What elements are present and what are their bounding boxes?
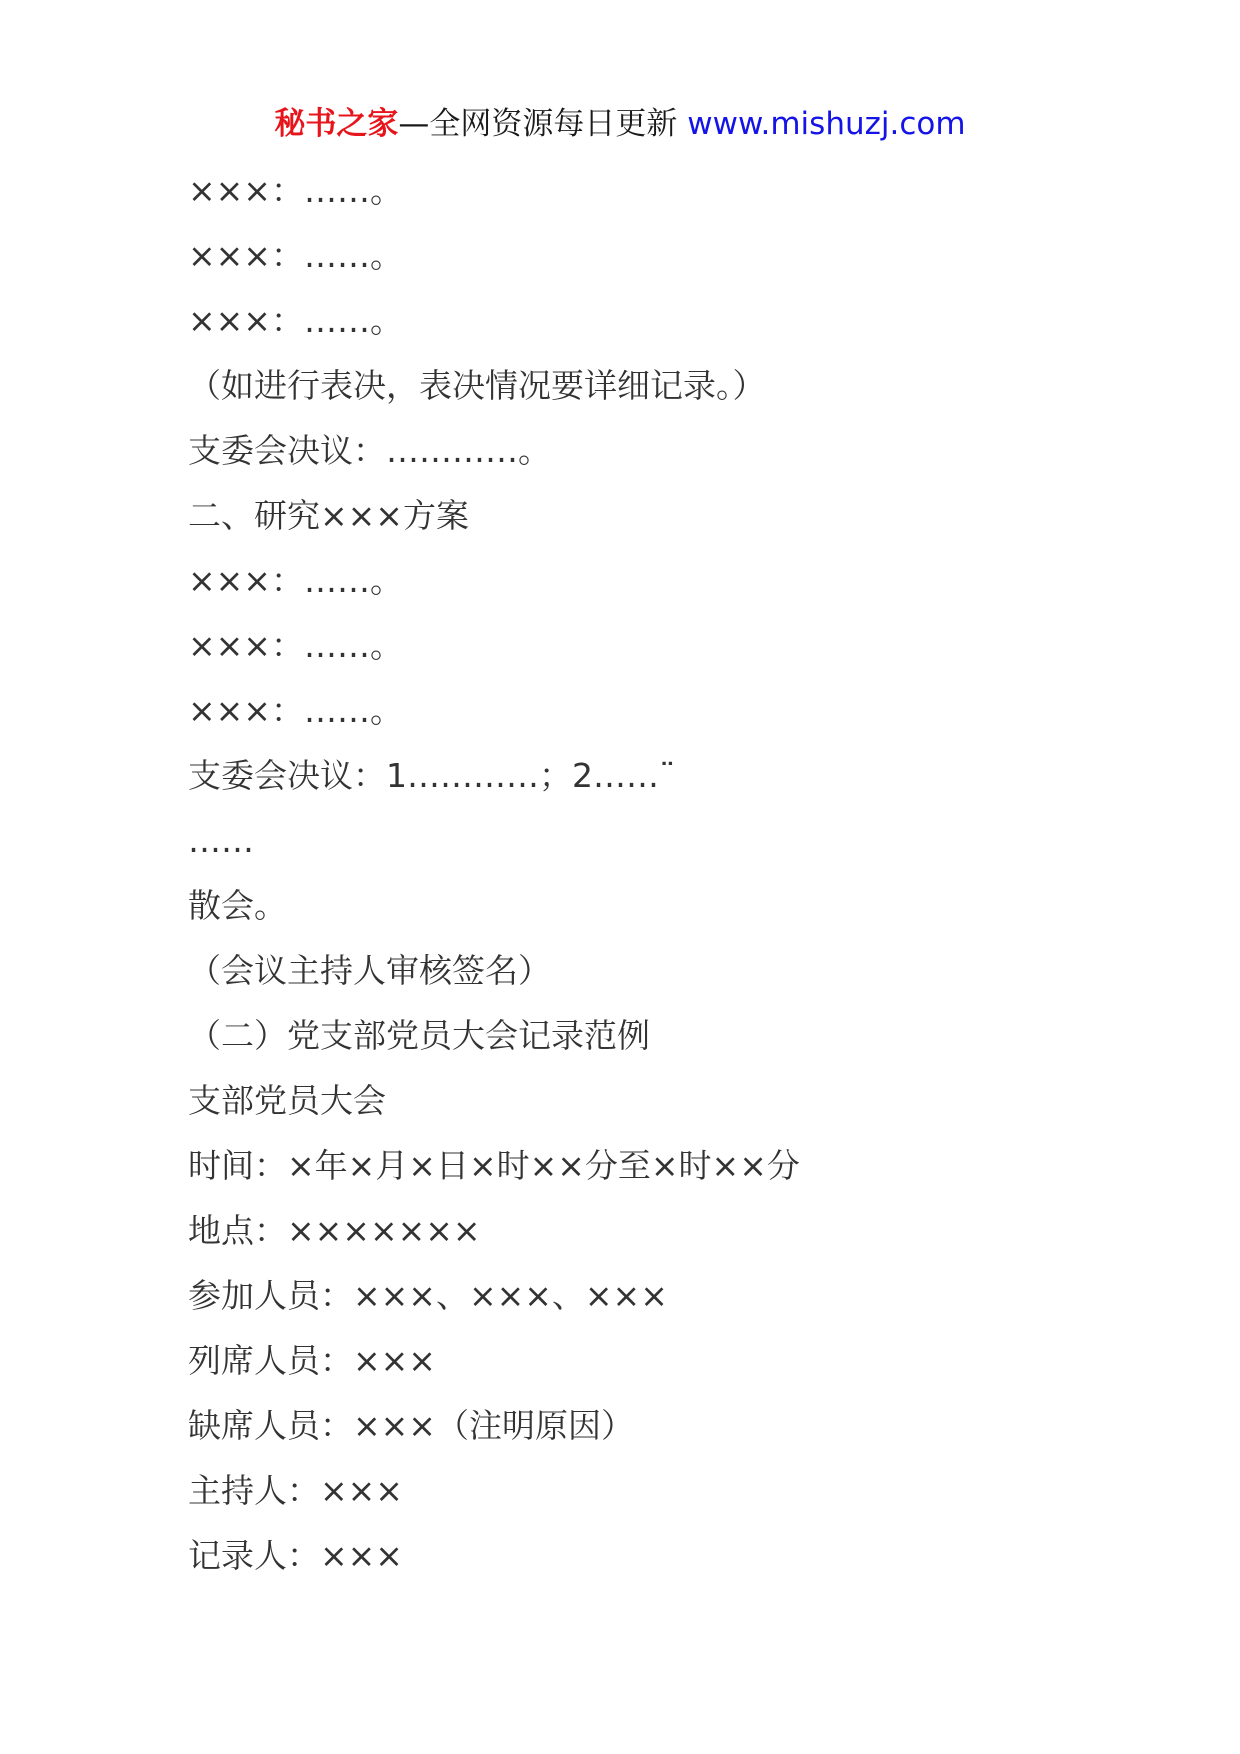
text-line: 时间：×年×月×日×时××分至×时××分 <box>188 1146 800 1185</box>
header-url-link[interactable]: www.mishuzj.com <box>687 106 966 142</box>
header-tagline: —全网资源每日更新 <box>398 106 688 142</box>
text-line: ×××：……。 <box>188 691 403 730</box>
text-line: ×××：……。 <box>188 171 403 210</box>
text-line: 主持人：××× <box>188 1471 403 1510</box>
section-heading: 二、研究×××方案 <box>188 496 469 535</box>
text-line: ×××：……。 <box>188 561 403 600</box>
text-line: 散会。 <box>188 886 287 925</box>
page-header <box>0 100 1240 148</box>
text-line: 记录人：××× <box>188 1536 403 1575</box>
text-line: ×××：……。 <box>188 236 403 275</box>
text-line: 参加人员：×××、×××、××× <box>188 1276 668 1315</box>
text-line: 支委会决议：1…………；2……¨ <box>188 756 676 795</box>
text-line: 地点：××××××× <box>188 1211 481 1250</box>
text-line: ×××：……。 <box>188 626 403 665</box>
text-line: …… <box>188 821 254 860</box>
text-line: （如进行表决，表决情况要详细记录。） <box>188 366 766 405</box>
text-line: （会议主持人审核签名） <box>188 951 551 990</box>
header-brand: 秘书之家 <box>274 106 399 142</box>
text-line: 列席人员：××× <box>188 1341 436 1380</box>
text-line: 支部党员大会 <box>188 1081 386 1120</box>
section-heading: （二）党支部党员大会记录范例 <box>188 1016 650 1055</box>
text-line: 缺席人员：×××（注明原因） <box>188 1406 634 1445</box>
text-line: 支委会决议：…………。 <box>188 431 551 470</box>
text-line: ×××：……。 <box>188 301 403 340</box>
document-body <box>188 166 1188 1596</box>
